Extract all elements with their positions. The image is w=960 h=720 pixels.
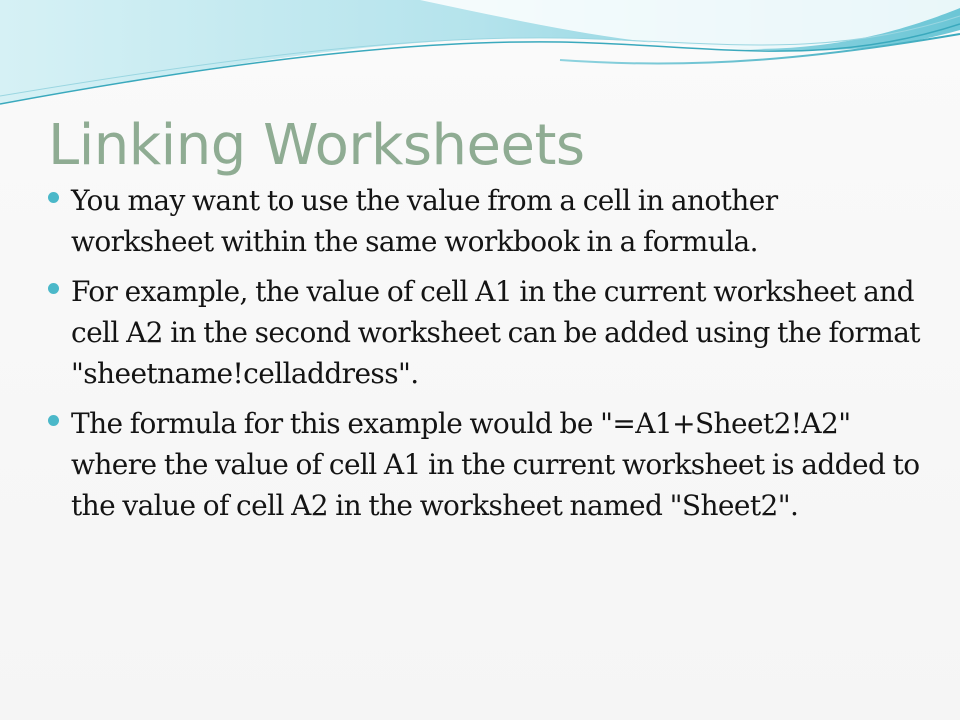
bullet-item [45,180,925,262]
decorative-wave-header [0,0,960,120]
bullet-dot-icon [48,283,59,294]
bullet-dot-icon [48,192,59,203]
bullet-item [45,271,925,394]
bullet-text: You may want to use the value from a cell in another worksheet within the same workbook in a formula. [71,184,778,258]
slide-title: Linking Worksheets [48,113,585,178]
bullet-item [45,403,925,526]
bullet-text: The formula for this example would be "=A1+Sheet2!A2" where the value of cell A1 in the current worksheet is added to the value of cell A2 in the worksheet named "Sheet2". [71,407,920,522]
bullet-list [45,180,925,535]
bullet-text: For example, the value of cell A1 in the current worksheet and cell A2 in the second worksheet can be added using the format "sheetname!celladdress". [71,275,920,390]
bullet-dot-icon [48,415,59,426]
